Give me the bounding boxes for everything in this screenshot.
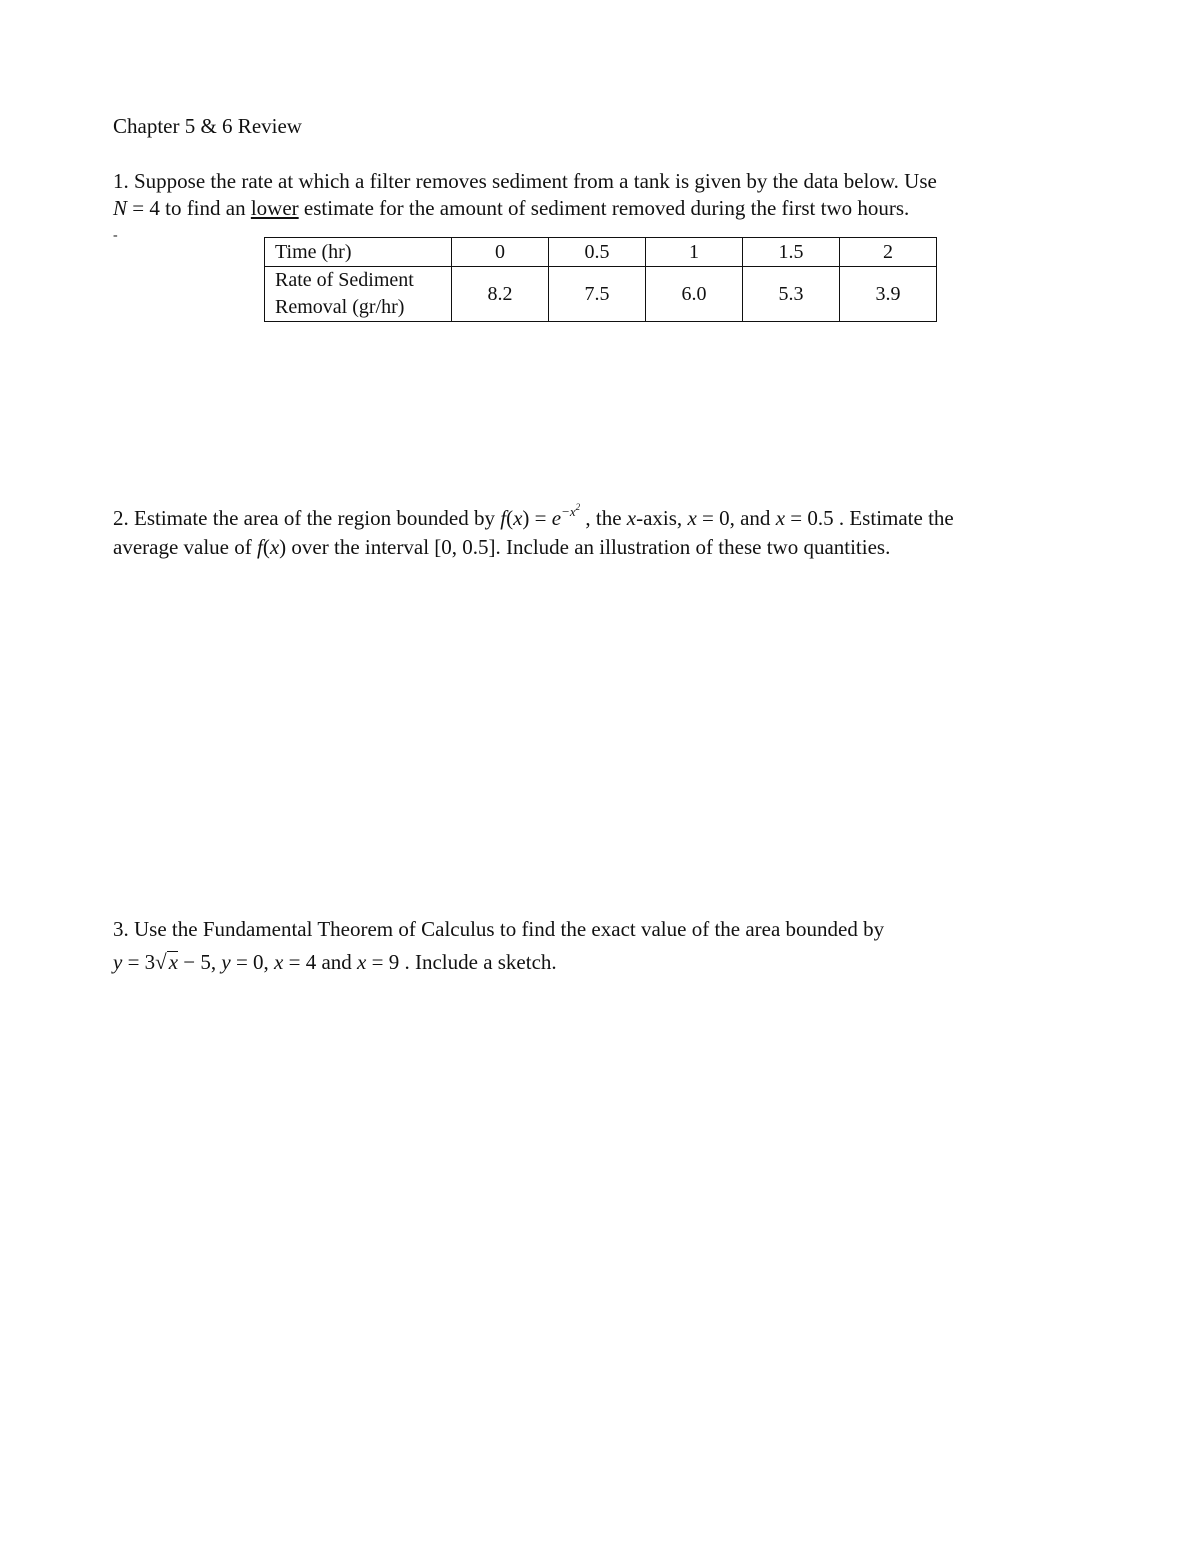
exp-minus: − (561, 504, 570, 519)
math-radicand: x (168, 950, 179, 974)
math-f: f (500, 506, 507, 530)
math-x: x (274, 950, 284, 974)
table-cell: 6.0 (646, 267, 743, 322)
table-cell: 1.5 (743, 238, 840, 267)
q2-text-e: average value of (113, 535, 257, 559)
stray-mark: - (113, 228, 118, 243)
table-header-rate (265, 267, 452, 322)
table-cell: 5.3 (743, 267, 840, 322)
math-x: x (269, 535, 280, 559)
math-x: x (626, 506, 637, 530)
math-f: f (257, 535, 263, 559)
table-cell: 0 (452, 238, 549, 267)
math-eq: = (529, 506, 552, 530)
exponent (561, 504, 580, 519)
math-x9: = 9 (366, 950, 400, 974)
math-e: e (551, 506, 562, 530)
variable-n: N (113, 196, 128, 220)
table-header-time: Time (hr) (265, 238, 452, 267)
table-cell: 8.2 (452, 267, 549, 322)
question-3-line-2: y = 3√x − 5, y = 0, x = 4 and x = 9 . Include a sketch. (113, 950, 557, 974)
math-y: y (113, 950, 123, 974)
exp-x: x (569, 504, 576, 519)
rate-header-line-2: Removal (gr/hr) (275, 296, 405, 318)
math-x: x (357, 950, 367, 974)
table-cell: 3.9 (840, 267, 937, 322)
q2-text-f: over the interval [0, 0.5]. Include an illustration of these two quantities. (286, 535, 891, 559)
question-1-line-1: 1. Suppose the rate at which a filter removes sediment from a tank is given by the data below. Use (113, 169, 937, 193)
sediment-data-table (264, 237, 937, 322)
exp-2: 2 (575, 502, 581, 512)
q3-tail: . Include a sketch. (399, 950, 557, 974)
table-cell: 7.5 (549, 267, 646, 322)
math-x: x (513, 506, 523, 530)
underlined-word: lower (250, 196, 299, 220)
math-eq3: = 3 (122, 950, 156, 974)
question-2-line-2: average value of f(x) over the interval [0, 0.5]. Include an illustration of these two quantities. (113, 535, 891, 559)
math-x05: = 0.5 (785, 506, 834, 530)
question-2-line-1: 2. Estimate the area of the region bounded by $f(x) = e^{-x^2}$ , the x-axis, x = 0, and x = 0.5 . Estimate the (113, 502, 954, 530)
q2-text-a: 2. Estimate the area of the region bounded by (113, 506, 501, 530)
math-x0: = 0 (696, 506, 730, 530)
q3-and: and (316, 950, 358, 974)
q2-text-c: -axis, (636, 506, 688, 530)
table-cell: 1 (646, 238, 743, 267)
table-row-rate (265, 267, 937, 322)
rate-header-line-1: Rate of Sediment (275, 269, 414, 291)
math-x4: = 4 (283, 950, 317, 974)
question-1-line-2 (113, 196, 909, 221)
table-row-time (265, 238, 937, 267)
question-3-line-1: 3. Use the Fundamental Theorem of Calculus to find the exact value of the area bounded by (113, 917, 885, 941)
page-title: Chapter 5 & 6 Review (113, 114, 302, 138)
q1-text-b: estimate for the amount of sediment removed during the first two hours. (298, 196, 910, 220)
math-y: y (221, 950, 231, 974)
table-cell: 2 (840, 238, 937, 267)
math-x: x (775, 506, 786, 530)
math-y0: = 0, (230, 950, 275, 974)
q1-text-a: = 4 to find an (127, 196, 251, 220)
math-x: x (687, 506, 697, 530)
q2-text-b: , the (580, 506, 627, 530)
q2-and: , and (729, 506, 776, 530)
math-minus5: − 5, (178, 950, 222, 974)
q2-text-d: . Estimate the (833, 506, 954, 530)
table-cell: 0.5 (549, 238, 646, 267)
